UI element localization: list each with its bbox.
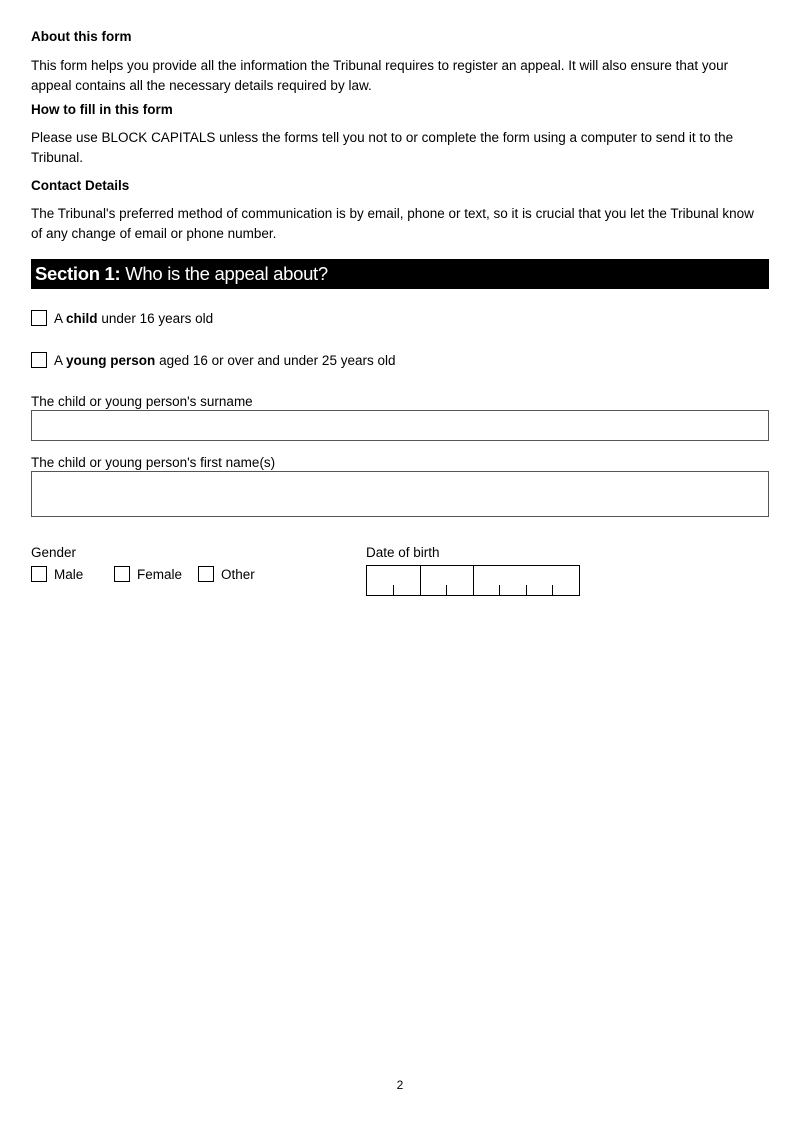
dob-input[interactable] bbox=[366, 565, 580, 596]
contact-text: The Tribunal's preferred method of communication is by email, phone or text, so it is crucial that you let the Tribunal know of any change of email or phone number. bbox=[31, 206, 754, 241]
gender-other-checkbox[interactable] bbox=[198, 566, 214, 582]
young-person-option-label: A young person aged 16 or over and under 25 years old bbox=[54, 353, 396, 368]
gender-label: Gender bbox=[31, 545, 77, 560]
section-title: Who is the appeal about? bbox=[125, 263, 328, 284]
gender-female-label: Female bbox=[137, 567, 183, 582]
young-person-checkbox[interactable] bbox=[31, 352, 47, 368]
page-number: 2 bbox=[396, 1078, 404, 1092]
gender-other-label: Other bbox=[221, 567, 255, 582]
about-text: This form helps you provide all the information the Tribunal requires to register an appeal. It will also ensure that your appeal contains all the necessary details required by law. bbox=[31, 58, 729, 93]
contact-heading: Contact Details bbox=[31, 178, 130, 193]
about-heading: About this form bbox=[31, 29, 132, 44]
gender-male-checkbox[interactable] bbox=[31, 566, 47, 582]
dob-month-divider bbox=[473, 566, 474, 595]
surname-input[interactable] bbox=[31, 410, 769, 441]
dob-day-tick bbox=[393, 585, 394, 595]
dob-year-tick bbox=[499, 585, 500, 595]
section-1-header bbox=[31, 259, 769, 289]
gender-female-checkbox[interactable] bbox=[114, 566, 130, 582]
section-number: Section 1: bbox=[35, 263, 121, 284]
dob-year-tick bbox=[552, 585, 553, 595]
first-names-input[interactable] bbox=[31, 471, 769, 517]
child-option-label: A child under 16 years old bbox=[54, 311, 214, 326]
dob-label: Date of birth bbox=[366, 545, 440, 560]
child-checkbox[interactable] bbox=[31, 310, 47, 326]
dob-month-tick bbox=[446, 585, 447, 595]
dob-year-tick bbox=[526, 585, 527, 595]
how-to-fill-text: Please use BLOCK CAPITALS unless the forms tell you not to or complete the form using a computer to send it to the Tribunal. bbox=[31, 130, 734, 165]
first-names-label: The child or young person's first name(s) bbox=[31, 455, 276, 470]
surname-label: The child or young person's surname bbox=[31, 394, 253, 409]
dob-day-divider bbox=[420, 566, 421, 595]
how-to-fill-heading: How to fill in this form bbox=[31, 102, 173, 117]
gender-male-label: Male bbox=[54, 567, 84, 582]
